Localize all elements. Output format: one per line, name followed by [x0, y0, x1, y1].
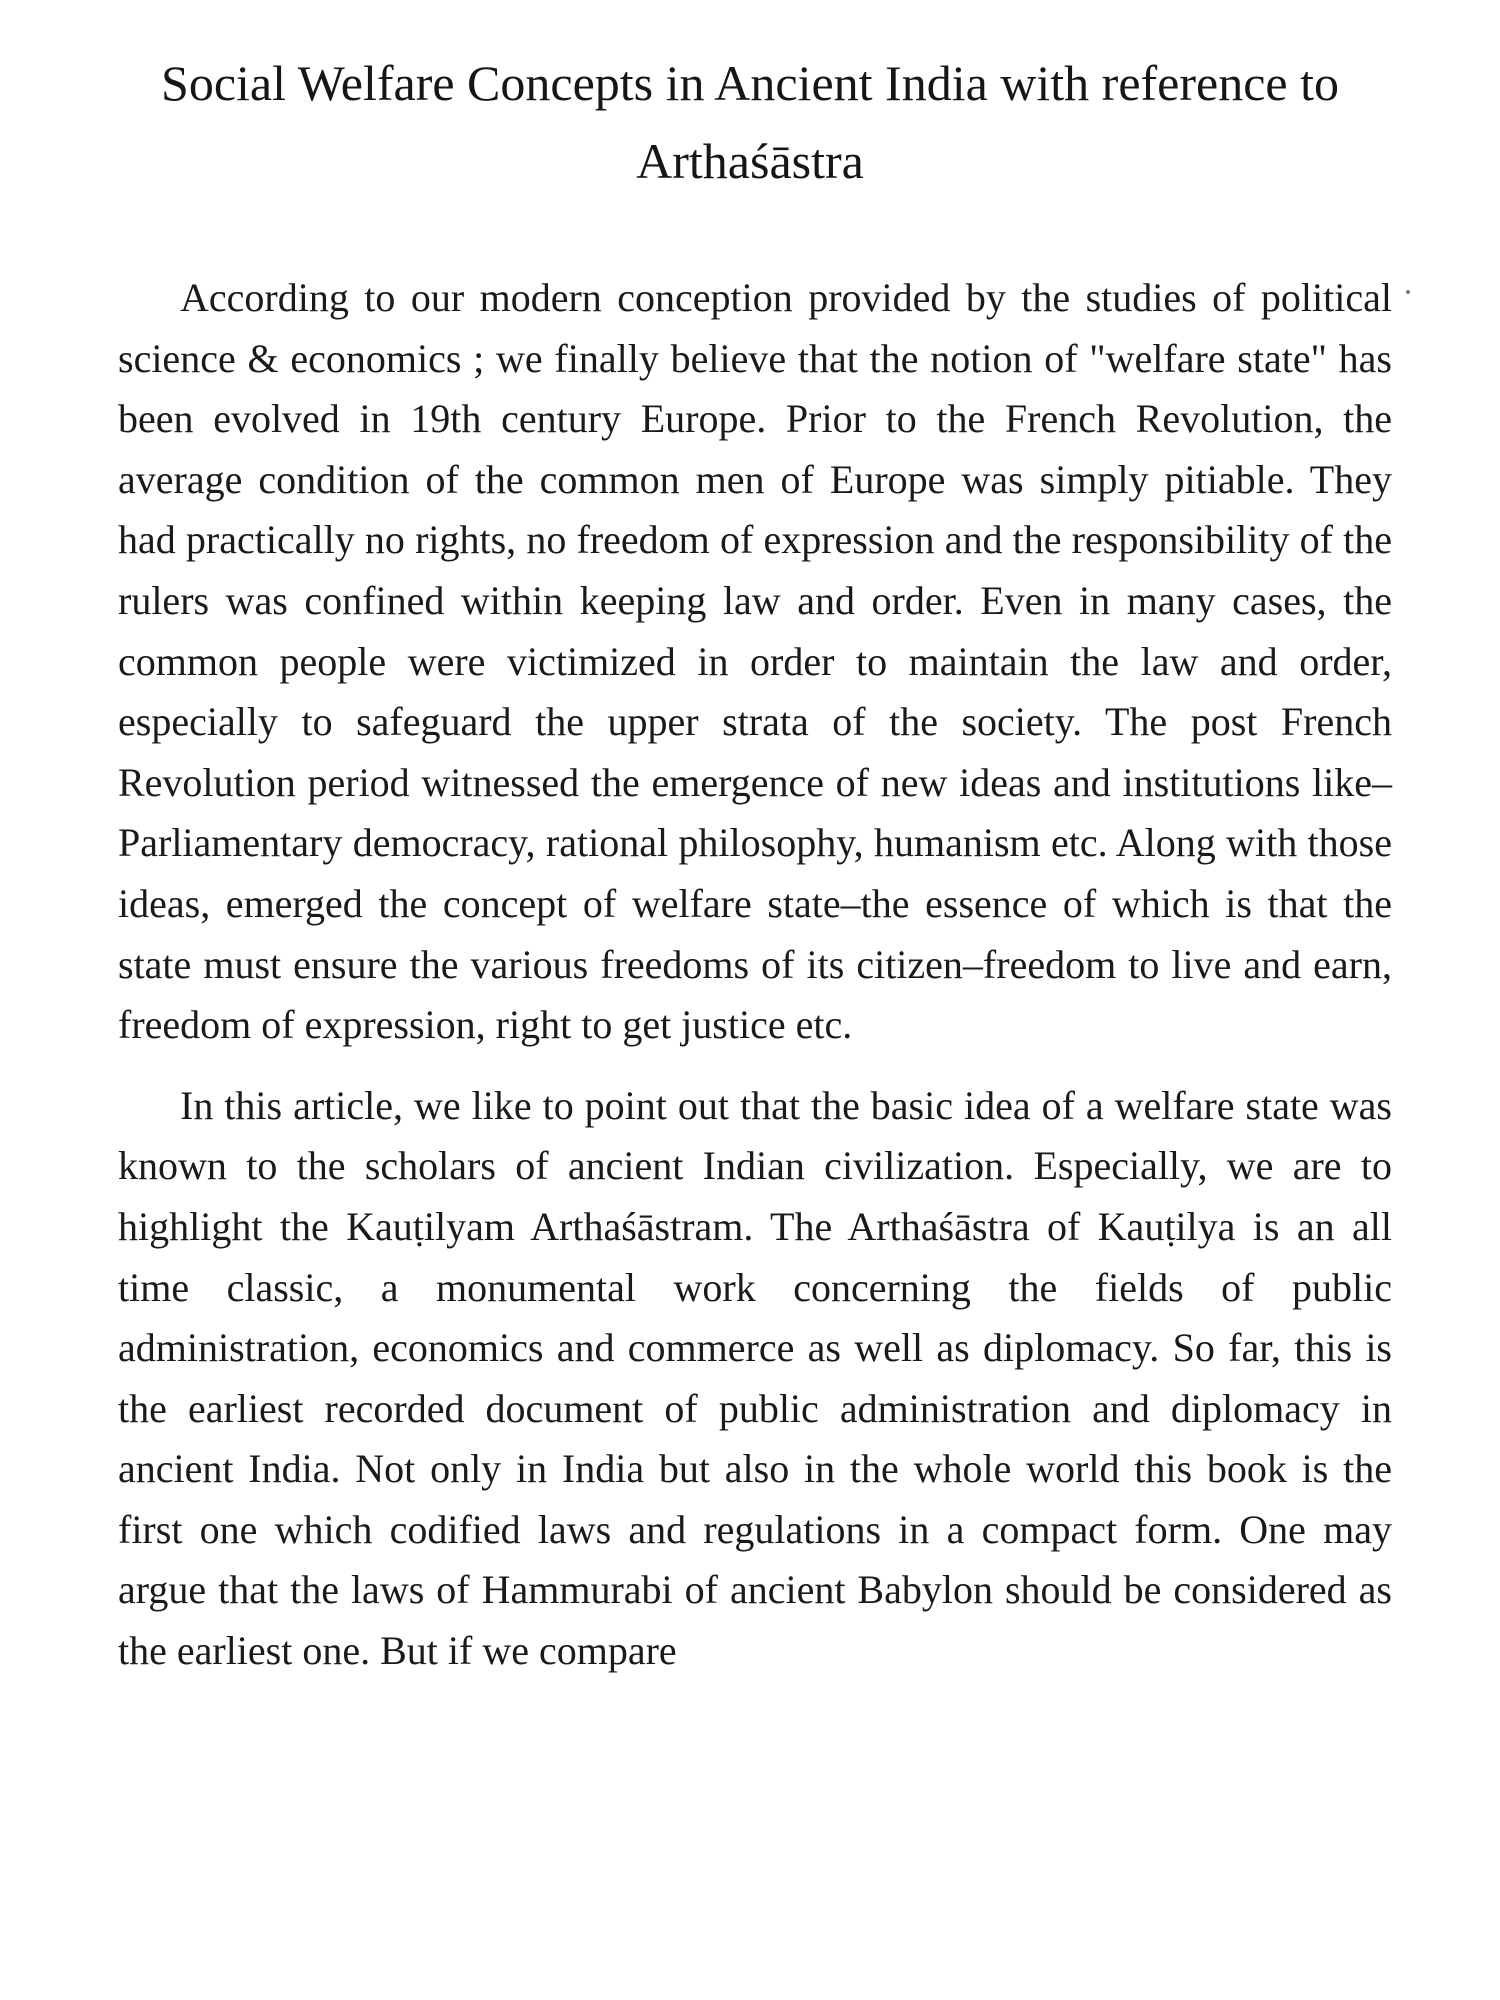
paragraph-1: According to our modern conception provided by the studies of political science & economics ; we finally believe that the notion of "welfare state" has been evolved in 19th century Europe. Prior to the French Revolution, the average condition of the common men of Europe was simply pitiable. They had practically no rights, no freedom of expression and the responsibility of the rulers was confined within keeping law and order. Even in many cases, the common people were victimized in order to maintain the law and order, especially to safeguard the upper strata of the society. The post French Revolution period witnessed the emergence of new ideas and institutions like–Parliamentary democracy, rational philosophy, humanism etc. Along with those ideas, emerged the concept of welfare state–the essence of which is that the state must ensure the various freedoms of its citizen–freedom to live and earn, freedom of expression, right to get justice etc.: [118, 275, 1392, 1048]
scan-speck: [1406, 290, 1410, 294]
article-body: [118, 268, 1392, 1682]
article-title: Social Welfare Concepts in Ancient India with reference to Arthaśāstra: [161, 55, 1339, 189]
paragraph-2: In this article, we like to point out that the basic idea of a welfare state was known to the scholars of ancient Indian civilization. Especially, we are to highlight the Kauṭilyam Arthaśāstram. The Arthaśāstra of Kauṭilya is an all time classic, a monumental work concerning the fields of public administration, economics and commerce as well as diplomacy. So far, this is the earliest recorded document of public administration and diplomacy in ancient India. Not only in India but also in the whole world this book is the first one which codified laws and regulations in a compact form. One may argue that the laws of Hammurabi of ancient Babylon should be considered as the earliest one. But if we compare: [118, 1082, 1392, 1674]
